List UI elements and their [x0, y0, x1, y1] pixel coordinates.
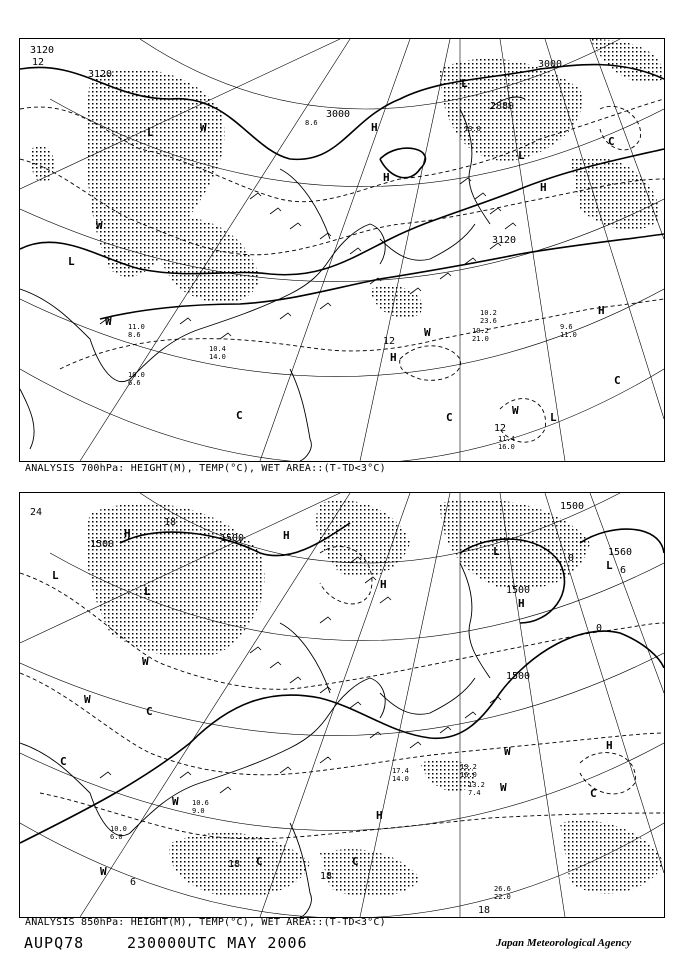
center-label: C	[236, 409, 243, 422]
station-value: 9.0	[192, 807, 205, 815]
station-value: 10.0	[128, 371, 145, 379]
wet-area-shading	[86, 499, 664, 896]
station-value: 14.0	[209, 353, 226, 361]
station-value: 10.2	[480, 309, 497, 317]
map-700hpa-canvas	[20, 39, 664, 461]
chart-id: AUPQ78	[24, 934, 85, 952]
contour-label: 6	[130, 877, 137, 888]
station-value: 16.0	[460, 771, 477, 779]
center-label: C	[352, 855, 359, 868]
center-label: W	[500, 781, 507, 794]
station-value: 11.0	[560, 331, 577, 339]
center-label: W	[172, 795, 179, 808]
center-label: L	[606, 559, 613, 572]
contour-label: 3120	[30, 45, 55, 56]
station-value: 17.4	[392, 767, 409, 775]
center-label: H	[606, 739, 613, 752]
wet-area-shading	[30, 39, 664, 318]
contour-label: 1500	[560, 501, 585, 512]
station-value: 6.6	[128, 379, 141, 387]
center-label: L	[144, 585, 151, 598]
contour-label: 18	[320, 871, 333, 882]
map-panel-700hpa	[19, 38, 665, 462]
contour-label: 0	[568, 553, 575, 564]
center-label: H	[371, 121, 378, 134]
station-value: 23.6	[480, 317, 497, 325]
contour-label: 3000	[538, 59, 563, 70]
contour-label: 3120	[492, 235, 517, 246]
center-label: C	[146, 705, 153, 718]
center-label: W	[424, 326, 431, 339]
center-label: W	[100, 865, 107, 878]
contour-label: 1500	[220, 533, 245, 544]
center-label: L	[52, 569, 59, 582]
center-label: C	[608, 135, 615, 148]
station-value: 9.6	[560, 323, 573, 331]
contour-label: 12	[383, 336, 396, 347]
center-label: L	[68, 255, 75, 268]
contour-label: 12	[494, 423, 507, 434]
station-value: 13.2	[468, 781, 485, 789]
center-label: W	[504, 745, 511, 758]
center-label: L	[461, 77, 468, 90]
center-label: H	[540, 181, 547, 194]
center-label: H	[598, 304, 605, 317]
contour-label: 1500	[506, 585, 531, 596]
station-value: 8.6	[305, 119, 318, 127]
caption-850hpa: ANALYSIS 850hPa: HEIGHT(M), TEMP(°C), WET AREA::(T-TD<3°C)	[25, 917, 386, 928]
center-label: H	[390, 351, 397, 364]
station-value: 22.0	[494, 893, 511, 901]
center-label: L	[518, 149, 525, 162]
contour-label: 18	[164, 517, 177, 528]
contour-label: 6	[620, 565, 627, 576]
station-value: 11.4	[498, 435, 515, 443]
agency-name: Japan Meteorological Agency	[496, 937, 632, 949]
contour-label: 18	[228, 859, 241, 870]
center-label: H	[376, 809, 383, 822]
station-value: 13.2	[460, 763, 477, 771]
contour-label: 24	[30, 507, 43, 518]
center-label: W	[200, 121, 207, 134]
center-label: H	[283, 529, 290, 542]
station-value: 7.4	[468, 789, 481, 797]
station-value: 21.0	[472, 335, 489, 343]
contour-label: 0	[596, 623, 603, 634]
station-value: 13.0	[464, 125, 481, 133]
station-value: 16.0	[498, 443, 515, 451]
contour-label: 12	[32, 57, 45, 68]
contour-label: 1500	[506, 671, 531, 682]
center-label: H	[383, 171, 390, 184]
station-value: 6.0	[110, 833, 123, 841]
map-panel-850hpa	[19, 492, 665, 918]
issue-time: 230000UTC MAY 2006	[127, 934, 308, 952]
station-value: 8.6	[128, 331, 141, 339]
center-label: L	[147, 126, 154, 139]
station-value: 10.6	[192, 799, 209, 807]
map-850hpa-canvas	[20, 493, 664, 917]
station-value: 14.0	[392, 775, 409, 783]
center-label: W	[84, 693, 91, 706]
center-label: W	[105, 315, 112, 328]
center-label: W	[96, 219, 103, 232]
center-label: H	[124, 527, 131, 540]
center-label: H	[518, 597, 525, 610]
center-label: C	[590, 787, 597, 800]
station-value: 10.0	[110, 825, 127, 833]
contour-label: 1500	[90, 539, 115, 550]
contour-label: 3000	[326, 109, 351, 120]
station-value: 26.6	[494, 885, 511, 893]
center-label: C	[256, 855, 263, 868]
station-value: 11.0	[128, 323, 145, 331]
center-label: W	[512, 404, 519, 417]
center-label: W	[142, 655, 149, 668]
center-label: C	[614, 374, 621, 387]
center-label: L	[550, 411, 557, 424]
contour-label: 2880	[490, 101, 515, 112]
station-value: 10.4	[209, 345, 226, 353]
contour-label: 3120	[88, 69, 113, 80]
station-value: 10.2	[472, 327, 489, 335]
center-label: C	[446, 411, 453, 424]
contour-label: 18	[478, 905, 491, 916]
contour-label: 1560	[608, 547, 633, 558]
center-label: L	[493, 545, 500, 558]
caption-700hpa: ANALYSIS 700hPa: HEIGHT(M), TEMP(°C), WET AREA::(T-TD<3°C)	[25, 463, 386, 474]
center-label: C	[60, 755, 67, 768]
center-label: H	[380, 578, 387, 591]
